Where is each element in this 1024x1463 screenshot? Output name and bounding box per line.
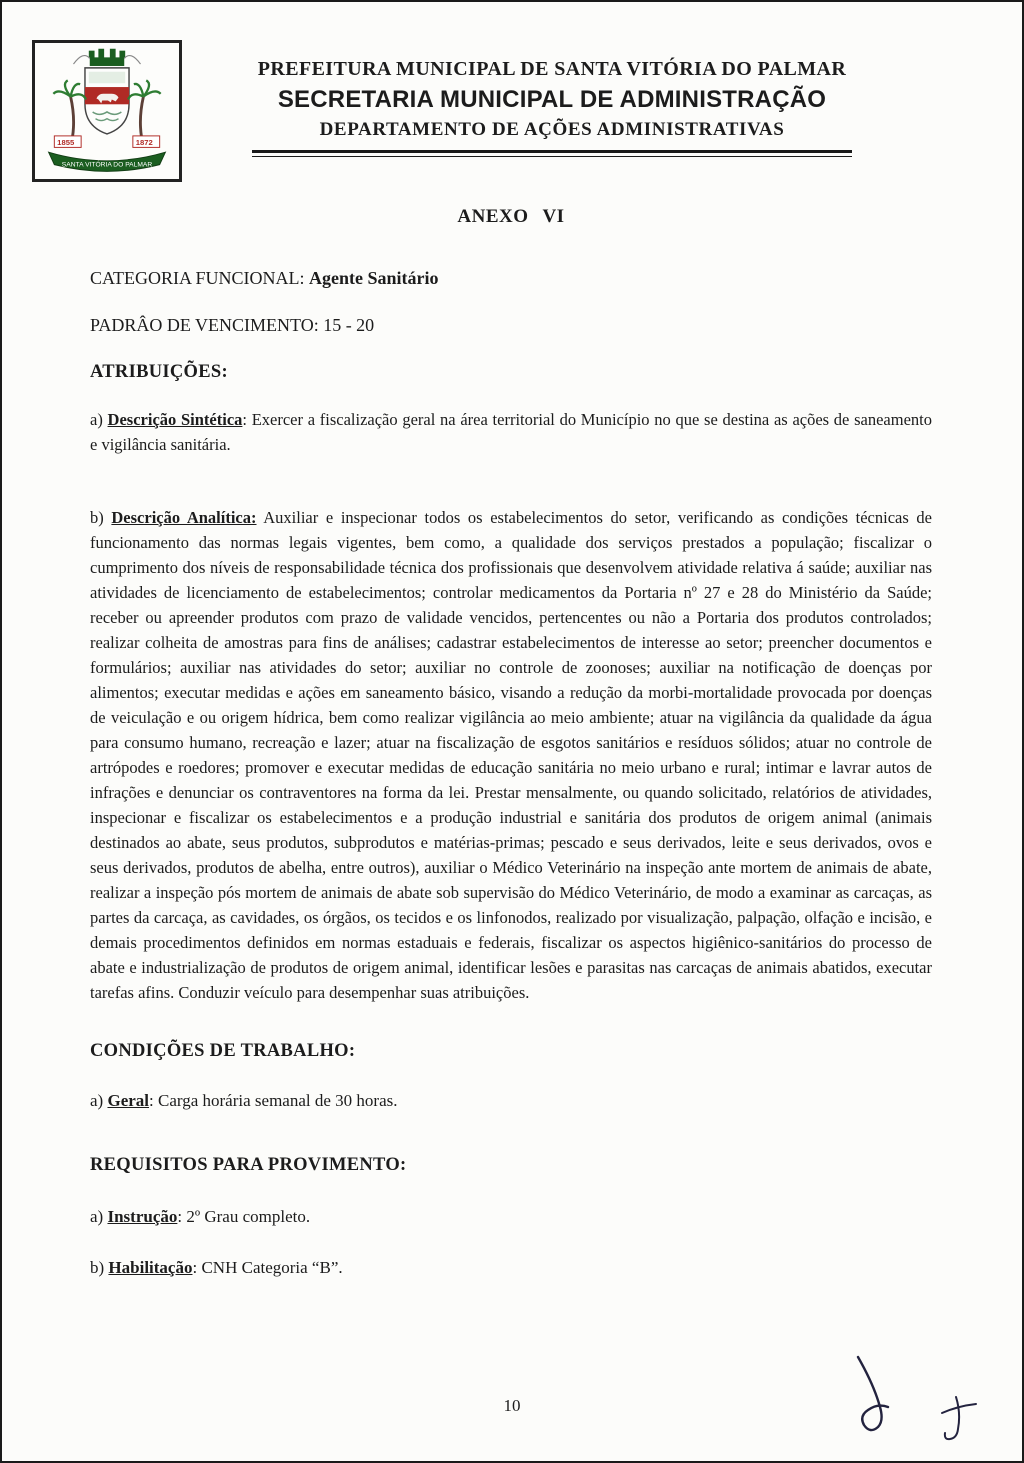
item-marker: a) — [90, 1207, 108, 1226]
item-marker: b) — [90, 1258, 109, 1277]
letterhead-titles — [252, 58, 852, 157]
paragraph-text: : Exercer a fiscalização geral na área territorial do Município no que se destina as ações de saneamento e vigilância sanitária. — [90, 410, 932, 454]
crown-icon — [89, 49, 125, 66]
categoria-value: Agente Sanitário — [309, 268, 439, 288]
prefeitura-title: PREFEITURA MUNICIPAL DE SANTA VITÓRIA DO PALMAR — [257, 58, 847, 80]
item-marker: a) — [90, 410, 108, 429]
habilitacao-line — [90, 1255, 932, 1280]
logo-year-left: 1855 — [57, 138, 75, 147]
palm-tree-icon — [53, 80, 86, 137]
atribuicoes-heading: ATRIBUIÇÕES: — [90, 362, 228, 382]
term-descricao-analitica: Descrição Analítica: — [111, 508, 257, 527]
paragraph-text: Auxiliar e inspecionar todos os estabelecimentos do setor, verificando as condições técnicas de funcionamento das normas legais vigentes, bem como, a qualidade dos serviços prestados a população; fiscalizar o cumprimento dos níveis de responsabilidade técnica dos profissionais que desenvolvem atividade relativa á saúde; auxiliar nas atividades de licenciamento de estabelecimentos; controlar medicamentos da Portaria nº 27 e 28 do Ministério da Saúde; receber ou apreender produtos com prazo de validade vencidos, pertencentes ou não a Portaria dos produtos controlados; realizar colheita de amostras para fins de análises; cadastrar estabelecimentos de interesse ao setor; preencher documentos e formulários; auxiliar nas atividades do setor; auxiliar no controle de zoonoses; auxiliar na notificação de doenças por alimentos; executar medidas e ações em saneamento básico, visando a redução da morbi-mortalidade provocada por doenças de veiculação e ou origem hídrica, bem como realizar vigilância ao meio ambiente; atuar na vigilância da qualidade da água para consumo humano, recreação e lazer; atuar na fiscalização de esgotos sanitários e resíduos sólidos; atuar no controle de artrópodes e roedores; promover e executar medidas de educação sanitária no meio urbano e rural; intimar e lavrar autos de infrações e denunciar os contraventores na forma da lei. Prestar mensalmente, ou quando solicitado, relatórios de atividades, inspecionar e fiscalizar os estabelecimentos e a produção industrial e sanitária dos produtos de origem animal (animais destinados ao abate, seus produtos, subprodutos e matérias-primas; pescado e seus derivados, leite e seus derivados, ovos e seus derivados, produtos de abelha, entre outros), auxiliar o Médico Veterinário na inspeção ante mortem de animais de abate, realizar a inspeção pós mortem de animais de abate sob supervisão do Médico Veterinário, de modo a examinar as carcaças, as partes da carcaça, as cavidades, os órgãos, os tecidos e os linfonodos, realizado por visualização, palpação, olfação e incisão, e demais procedimentos definidos em normas estaduais e federais, fiscalizar os aspectos higiênico-sanitários do processo de abate e industrialização de produtos de origem animal, identificar lesões e parasitas nas carcaças de animais abatidos, executar tarefas afins. Conduzir veículo para desempenhar suas atribuições. — [90, 508, 932, 1002]
term-habilitacao: Habilitação — [108, 1258, 193, 1277]
palm-tree-icon — [128, 80, 161, 137]
header-rule-thick — [252, 150, 852, 153]
item-marker: b) — [90, 508, 112, 527]
logo-year-right: 1872 — [135, 138, 153, 147]
annex-title: ANEXO VI — [457, 206, 565, 227]
page-number: 10 — [503, 1396, 521, 1415]
item-marker: a) — [90, 1091, 108, 1110]
municipal-coat-of-arms — [32, 40, 182, 182]
descricao-sintetica-paragraph — [90, 407, 932, 457]
handwritten-signature — [830, 1351, 1000, 1447]
categoria-funcional-line — [90, 268, 932, 289]
instrucao-line — [90, 1204, 932, 1229]
secretaria-title: SECRETARIA MUNICIPAL DE ADMINISTRAÇÃO — [277, 86, 827, 113]
paragraph-text: : 2º Grau completo. — [177, 1207, 311, 1226]
descricao-analitica-paragraph — [90, 505, 932, 1005]
paragraph-text: : CNH Categoria “B”. — [192, 1258, 343, 1277]
term-instrucao: Instrução — [107, 1207, 178, 1226]
term-geral: Geral — [107, 1091, 150, 1110]
padrao-vencimento-line: PADRÂO DE VENCIMENTO: 15 - 20 — [90, 315, 375, 335]
coat-of-arms-icon — [35, 43, 179, 179]
departamento-title: DEPARTAMENTO DE AÇÕES ADMINISTRATIVAS — [319, 119, 785, 140]
requisitos-provimento-heading: REQUISITOS PARA PROVIMENTO: — [90, 1155, 407, 1175]
term-descricao-sintetica: Descrição Sintética — [107, 410, 243, 429]
logo-ribbon-text: SANTA VITÓRIA DO PALMAR — [61, 161, 153, 169]
paragraph-text: : Carga horária semanal de 30 horas. — [149, 1091, 398, 1110]
categoria-label: CATEGORIA FUNCIONAL: — [90, 268, 310, 288]
header-rule-thin — [252, 156, 852, 157]
geral-line — [90, 1088, 932, 1113]
condicoes-trabalho-heading: CONDIÇÕES DE TRABALHO: — [90, 1041, 356, 1061]
document-body — [90, 206, 932, 1280]
letterhead — [2, 2, 1022, 202]
